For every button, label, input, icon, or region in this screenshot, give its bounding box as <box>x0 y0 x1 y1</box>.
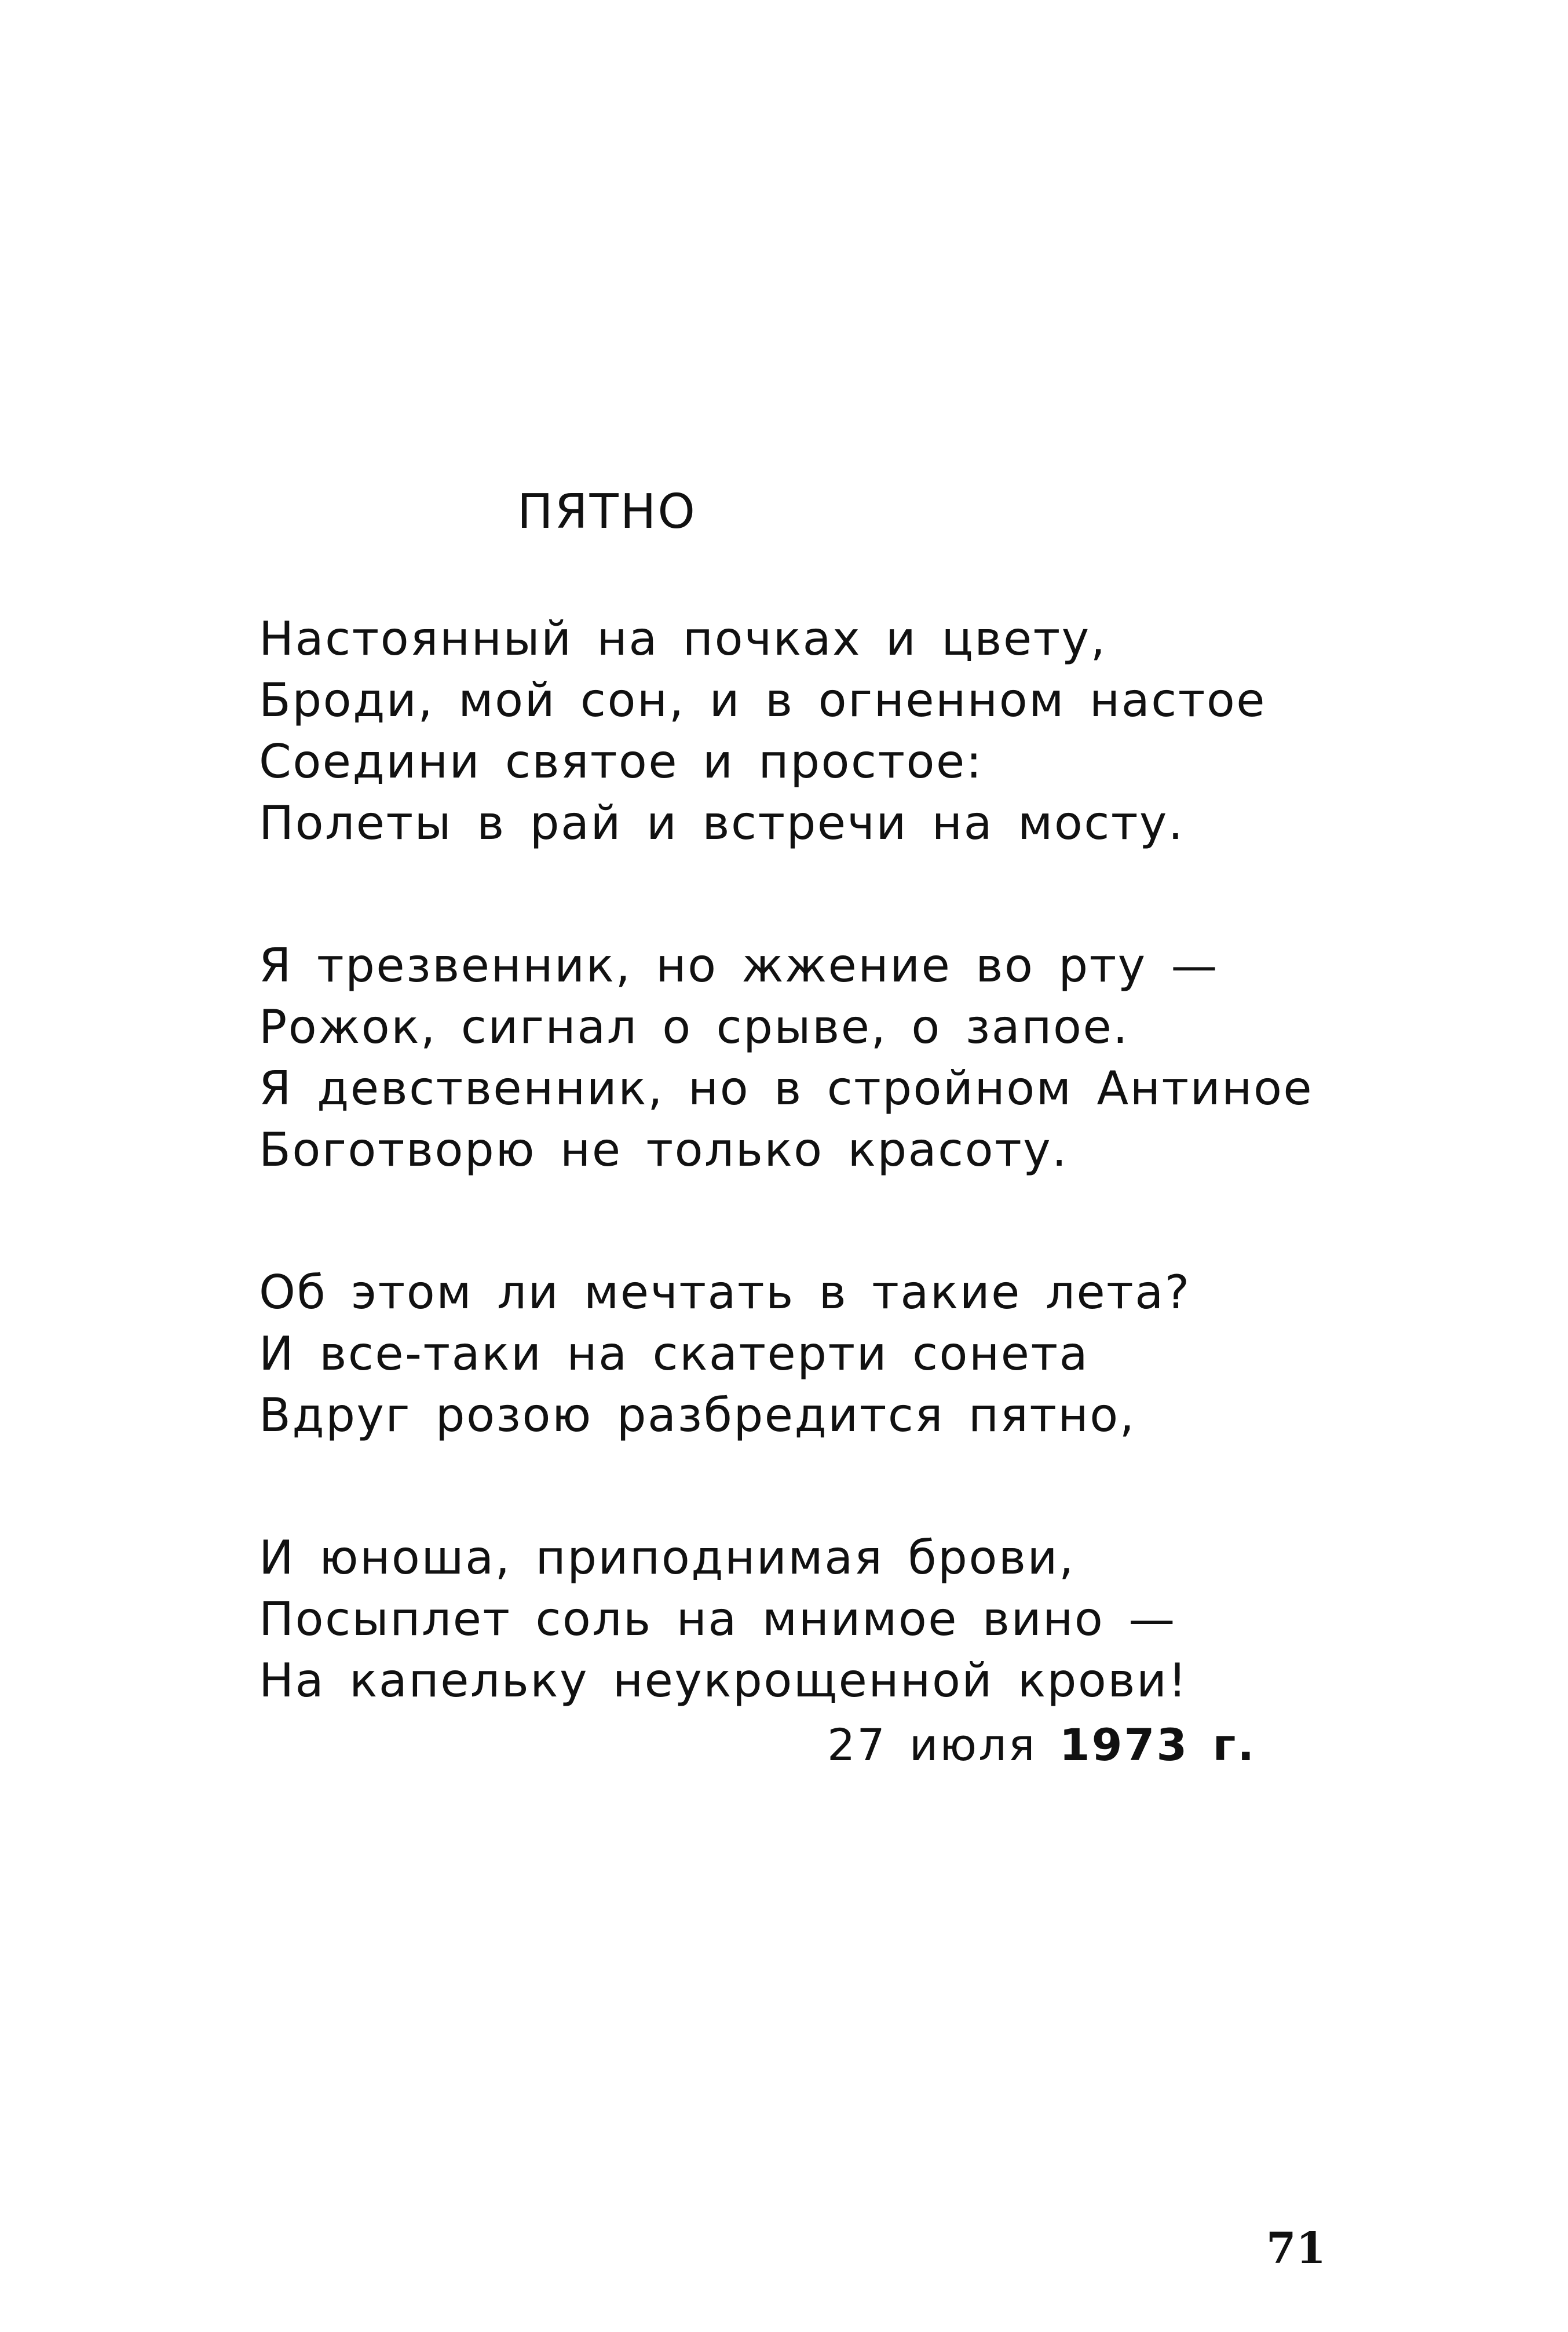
poem-line: Посыплет соль на мнимое вино — <box>259 1592 1176 1646</box>
poem-title: ПЯТНО <box>517 484 697 539</box>
poem-line: Настоянный на почках и цвету, <box>259 612 1107 666</box>
poem-date <box>827 1719 1256 1771</box>
poem-line: Рожок, сигнал о срыве, о запое. <box>259 1000 1130 1054</box>
page-number: 71 <box>1266 2224 1326 2273</box>
stanza-1 <box>259 608 1313 854</box>
poem-line: Полеты в рай и встречи на мосту. <box>259 796 1185 850</box>
poem-line: Об этом ли мечтать в такие лета? <box>259 1265 1191 1319</box>
poem-line: Соедини святое и простое: <box>259 735 984 789</box>
poem-line: Боготворю не только красоту. <box>259 1123 1068 1177</box>
poem-line: И юноша, приподнимая брови, <box>259 1531 1075 1585</box>
date-year: 1973 г. <box>1059 1719 1256 1771</box>
poem-line: Я девственник, но в стройном Антиное <box>259 1061 1314 1115</box>
poem-line: Я трезвенник, но жжение во рту — <box>259 939 1219 992</box>
date-day-month: 27 июля <box>827 1719 1037 1771</box>
poem-line: Вдруг розою разбредится пятно, <box>259 1388 1136 1442</box>
poem-line: Броди, мой сон, и в огненном настое <box>259 673 1266 727</box>
stanza-2 <box>259 935 1313 1181</box>
poem-line: На капельку неукрощенной крови! <box>259 1654 1189 1707</box>
stanza-3 <box>259 1262 1313 1446</box>
stanza-4 <box>259 1527 1313 1711</box>
poem-line: И все-таки на скатерти сонета <box>259 1327 1090 1381</box>
poem-body <box>259 608 1313 1711</box>
